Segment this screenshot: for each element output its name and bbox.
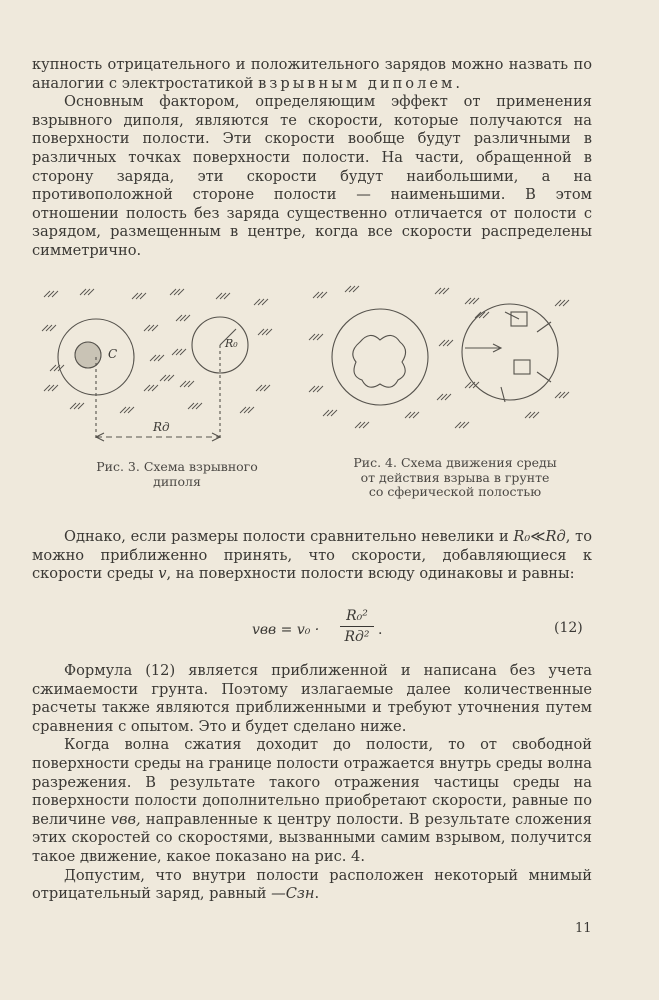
figure-4-caption-line3: со сферической полостью xyxy=(368,484,542,499)
figure-3-caption-line2: диполя xyxy=(153,473,201,489)
cavity-left-circle xyxy=(332,309,428,405)
formula-12: vвв = v₀ · R₀² Rд² . (12) xyxy=(252,608,583,645)
label-rd: Rд xyxy=(153,420,170,434)
formula-fraction xyxy=(340,608,374,645)
body-text-middle xyxy=(32,528,592,584)
formula-number: (12) xyxy=(554,620,583,636)
figure-4-caption xyxy=(330,456,580,500)
formula-numerator: R₀² xyxy=(340,608,374,627)
figure-4-medium-motion xyxy=(305,282,585,457)
paragraph-3: Однако, если размеры полости сравнительно невелики и R₀≪Rд, то можно приближенно принять, что скорости, добавляющиеся к скорости среды v, на поверхности полости всюду одинаковы и равны: xyxy=(32,528,593,583)
cavity-left-inner-wave xyxy=(353,335,406,387)
paragraph-1 xyxy=(32,56,592,93)
figure-3-explosive-dipole xyxy=(40,285,280,450)
formula-denominator: Rд² xyxy=(344,629,370,645)
figure-4-caption-line2: от действия взрыва в грунте xyxy=(360,469,550,485)
paragraph-2: Основным фактором, определяющим эффект от применения взрывного диполя, являются те скорости, которые получаются на поверхности полости. Эти скорости вообще будут различными в различных точках поверхности полости. На части, обращенной в сторону заряда, эти скорости будут наибольшими, а на противоположной стороне полости — наименьшими. В этом отношении полость без заряда существенно отличается от полости с зарядом, размещенным в центре, когда все скорости распределены симметрично. xyxy=(32,93,592,259)
paragraph-1-term: взрывным диполем. xyxy=(258,74,463,92)
figure-3-caption xyxy=(72,460,282,489)
page-number: 11 xyxy=(575,921,592,936)
paragraph-4: Формула (12) является приближенной и написана без учета сжимаемости грунта. Поэтому излагаемые далее количественные расчеты также являются приближенными и требуют уточнения путем сравнения с опытом. Это и будет сделано ниже. xyxy=(32,662,592,735)
body-text-bottom xyxy=(32,662,592,904)
figure-4-caption-line1: Рис. 4. Схема движения среды xyxy=(353,455,557,470)
particle-box-bottom xyxy=(514,360,530,374)
hatching xyxy=(309,286,569,428)
label-c: C xyxy=(108,347,118,361)
label-r0: R₀ xyxy=(225,337,238,350)
body-text-top xyxy=(32,56,592,261)
paragraph-1-text: купность отрицательного и положительного зарядов можно назвать по аналогии с электростатикой xyxy=(32,56,592,92)
formula-lhs: vвв = v₀ · xyxy=(252,622,320,638)
figure-3-caption-line1: Рис. 3. Схема взрывного xyxy=(96,459,258,474)
cavity-right-circle xyxy=(462,304,558,400)
paragraph-6: Допустим, что внутри полости расположен некоторый мнимый отрицательный заряд, равный —Cзн. xyxy=(32,866,592,903)
paragraph-5: Когда волна сжатия доходит до полости, то от свободной поверхности среды на границе полости отражается внутрь среды волна разрежения. В результате такого отражения частицы среды на поверхности полости дополнительно приобретают скорости, равные по величине vвв, направленные к центру полости. В результате сложения этих скоростей со скоростями, вызванными самим взрывом, получится такое движение, какое показано на рис. 4. xyxy=(32,736,592,865)
